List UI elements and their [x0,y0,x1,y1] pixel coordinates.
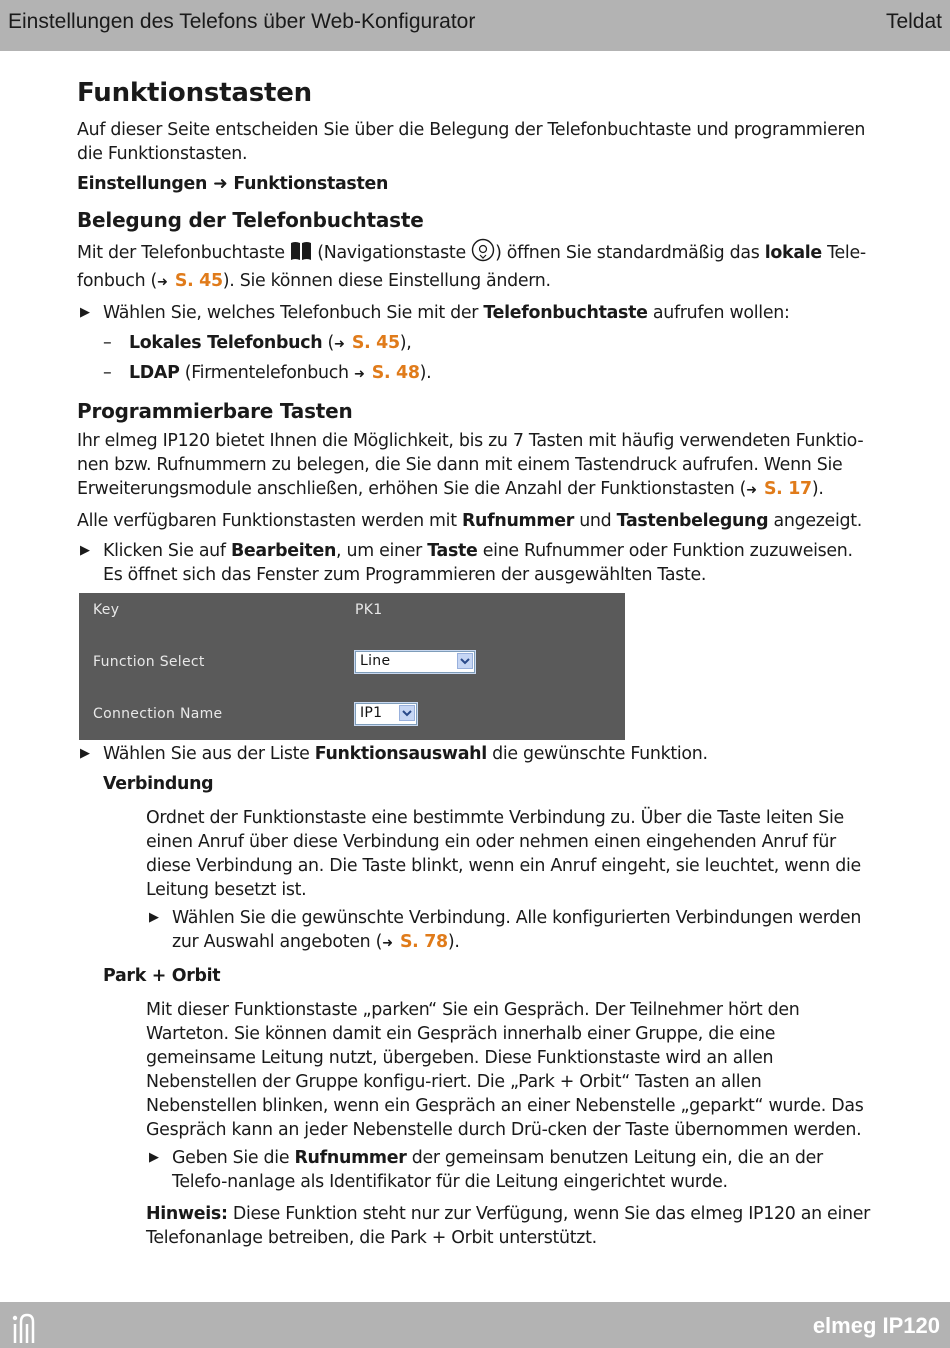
text-bold: LDAP [129,363,180,383]
term-verbindung: Verbindung [103,774,214,794]
page-reference-link[interactable]: S. 48 [371,363,420,383]
note-text: Diese Funktion steht nur zur Verfügung, wenn Sie das elmeg IP120 an einer Telefonanlage betreiben, die Park + Orbit unterstützt. [146,1204,870,1248]
text-bold: Rufnummer [294,1148,407,1168]
key-label: Key [93,602,120,618]
navigation-key-icon [471,238,495,269]
text-fragment: ). [447,932,460,952]
text-bold: Lokales Telefonbuch [129,333,323,353]
page-reference-link[interactable]: S. 78 [399,932,448,952]
page-reference-link[interactable]: S. 45 [351,333,400,353]
text-bold: Rufnummer [461,511,574,531]
text-bold: Tastenbelegung [616,511,769,531]
arrow-right-icon: ➜ [382,936,393,951]
triangle-bullet-icon: ▶ [80,746,90,761]
function-select-dropdown[interactable] [355,651,475,673]
phonebook-icon [290,241,312,268]
text-bold: Taste [427,541,478,561]
chevron-down-icon[interactable] [399,705,415,721]
option-list-item [77,361,877,387]
text-fragment: Tele-fonbuch ( [77,243,866,291]
page-content [77,76,877,593]
section-heading-programmable: Programmierbare Tasten [77,399,353,423]
text-fragment: , um einer [336,541,422,561]
triangle-bullet-icon: ▶ [149,1150,159,1165]
text-fragment: Mit der Telefonbuchtaste [77,243,285,263]
connection-name-value: IP1 [360,705,383,721]
text-fragment: ). Sie können diese Einstellung ändern. [222,271,551,291]
text-fragment: Ihr elmeg IP120 bietet Ihnen die Möglichkeit, bis zu 7 Tasten mit häufig verwendeten Funktio-nen bzw. Rufnummern zu belegen, die Sie dann mit einem Tastendruck aufrufen. Wenn Sie Erweiterungsmodule anschließen, erhöhen Sie die Anzahl der Funktionstasten ( [77,431,864,499]
section-heading-phonebook: Belegung der Telefonbuchtaste [77,208,424,232]
function-select-label: Function Select [93,654,205,670]
triangle-bullet-icon: ▶ [80,543,90,558]
page-header [0,0,950,51]
header-brand: Teldat [885,10,942,33]
text-fragment: die gewünschte Funktion. [492,744,708,764]
option-list-item [77,331,877,357]
text-bold: Bearbeiten [230,541,337,561]
text-fragment: Wählen Sie, welches Telefonbuch Sie mit der [103,303,479,323]
instruction-bullet [77,539,877,587]
text-fragment: (Navigationstaste [317,243,466,263]
note-paragraph [77,1202,877,1250]
arrow-right-icon: ➜ [746,483,757,498]
phonebook-paragraph [77,238,877,295]
text-fragment: ). [419,363,432,383]
page-title: Funktionstasten [77,78,312,108]
page-reference-link[interactable]: S. 45 [174,271,223,291]
page-footer [0,1302,950,1348]
text-fragment: eine Rufnummer oder Funktion zuzuweisen. Es öffnet sich das Fenster zum Programmieren der ausgewählten Taste. [103,541,853,585]
menu-path-second: Funktionstasten [233,174,389,194]
triangle-bullet-icon: ▶ [149,910,159,925]
connection-name-label: Connection Name [93,706,223,722]
text-fragment: ). [811,479,824,499]
text-fragment: Wählen Sie die gewünschte Verbindung. Alle konfigurierten Verbindungen werden zur Auswahl angeboten ( [172,908,862,952]
arrow-right-icon: ➜ [213,174,228,194]
text-fragment: aufrufen wollen: [652,303,790,323]
instruction-bullet [77,1146,877,1194]
intro-text: Auf dieser Seite entscheiden Sie über die Belegung der Telefonbuchtaste und programmieren die Funktionstasten. [77,120,866,164]
text-fragment: Wählen Sie aus der Liste [103,744,310,764]
text-bold: Funktionsauswahl [314,744,487,764]
text-bold: Telefonbuchtaste [483,303,648,323]
instruction-bullet [77,301,877,325]
instruction-bullet [77,906,877,956]
chevron-down-icon[interactable] [457,653,473,669]
page-reference-link[interactable]: S. 17 [763,479,812,499]
text-fragment: Klicken Sie auf [103,541,226,561]
brand-logo-icon [12,1312,40,1348]
function-select-value: Line [360,653,391,669]
footer-product-name: elmeg IP120 [812,1313,940,1338]
text-fragment: ) öffnen Sie standardmäßig das [495,243,760,263]
triangle-bullet-icon: ▶ [80,305,90,320]
term-park-orbit: Park + Orbit [103,966,221,986]
arrow-right-icon: ➜ [353,367,365,382]
verbindung-description: Ordnet der Funktionstaste eine bestimmte Verbindung zu. Über die Taste leiten Sie einen Anruf über diese Verbindung ein oder nehmen einen eingehenden Anruf für diese Verbindung an. Die Taste blinkt, wenn ein Anruf eingeht, sie leuchtet, wenn die Leitung besetzt ist. [146,808,861,900]
text-fragment: ( [327,333,335,353]
text-fragment: Geben Sie die [172,1148,290,1168]
text-fragment: angezeigt. [773,511,862,531]
header-title: Einstellungen des Telefons über Web-Konfigurator [8,10,476,33]
text-fragment: der gemeinsam benutzen Leitung ein, die an der Telefo-nanlage als Identifikator für die Leitung eingerichtet wurde. [172,1148,823,1192]
menu-path [77,172,877,196]
text-fragment: und [579,511,612,531]
note-label: Hinweis: [146,1204,228,1224]
key-programming-panel [79,593,625,740]
dash-bullet: – [103,363,112,383]
page-content-lower [77,742,877,1256]
key-value: PK1 [355,602,383,618]
arrow-right-icon: ➜ [157,275,168,290]
arrow-right-icon: ➜ [334,337,345,352]
text-fragment: Alle verfügbaren Funktionstasten werden mit [77,511,457,531]
dash-bullet: – [103,333,112,353]
menu-path-first: Einstellungen [77,174,208,194]
text-fragment: ), [399,333,412,353]
instruction-bullet [77,742,877,766]
text-bold: lokale [764,243,822,263]
connection-name-dropdown[interactable] [355,703,417,725]
park-description: Mit dieser Funktionstaste „parken“ Sie ein Gespräch. Der Teilnehmer hört den Warteton. Sie können damit ein Gespräch innerhalb einer Gruppe, die eine gemeinsame Leitung nutzt, übergeben. Diese Funktionstaste wird an allen Nebenstellen der Gruppe konfigu-riert. Die „Park + Orbit“ Tasten an allen Nebenstellen blinken, wenn ein Gespräch an einer Nebenstelle „geparkt“ wurde. Das Gespräch kann an jeder Nebenstelle durch Drü-cken der Taste übernommen werden. [146,1000,864,1140]
programmable-paragraph-2 [77,509,877,533]
text-fragment: (Firmentelefonbuch [184,363,349,383]
programmable-paragraph [77,429,877,503]
